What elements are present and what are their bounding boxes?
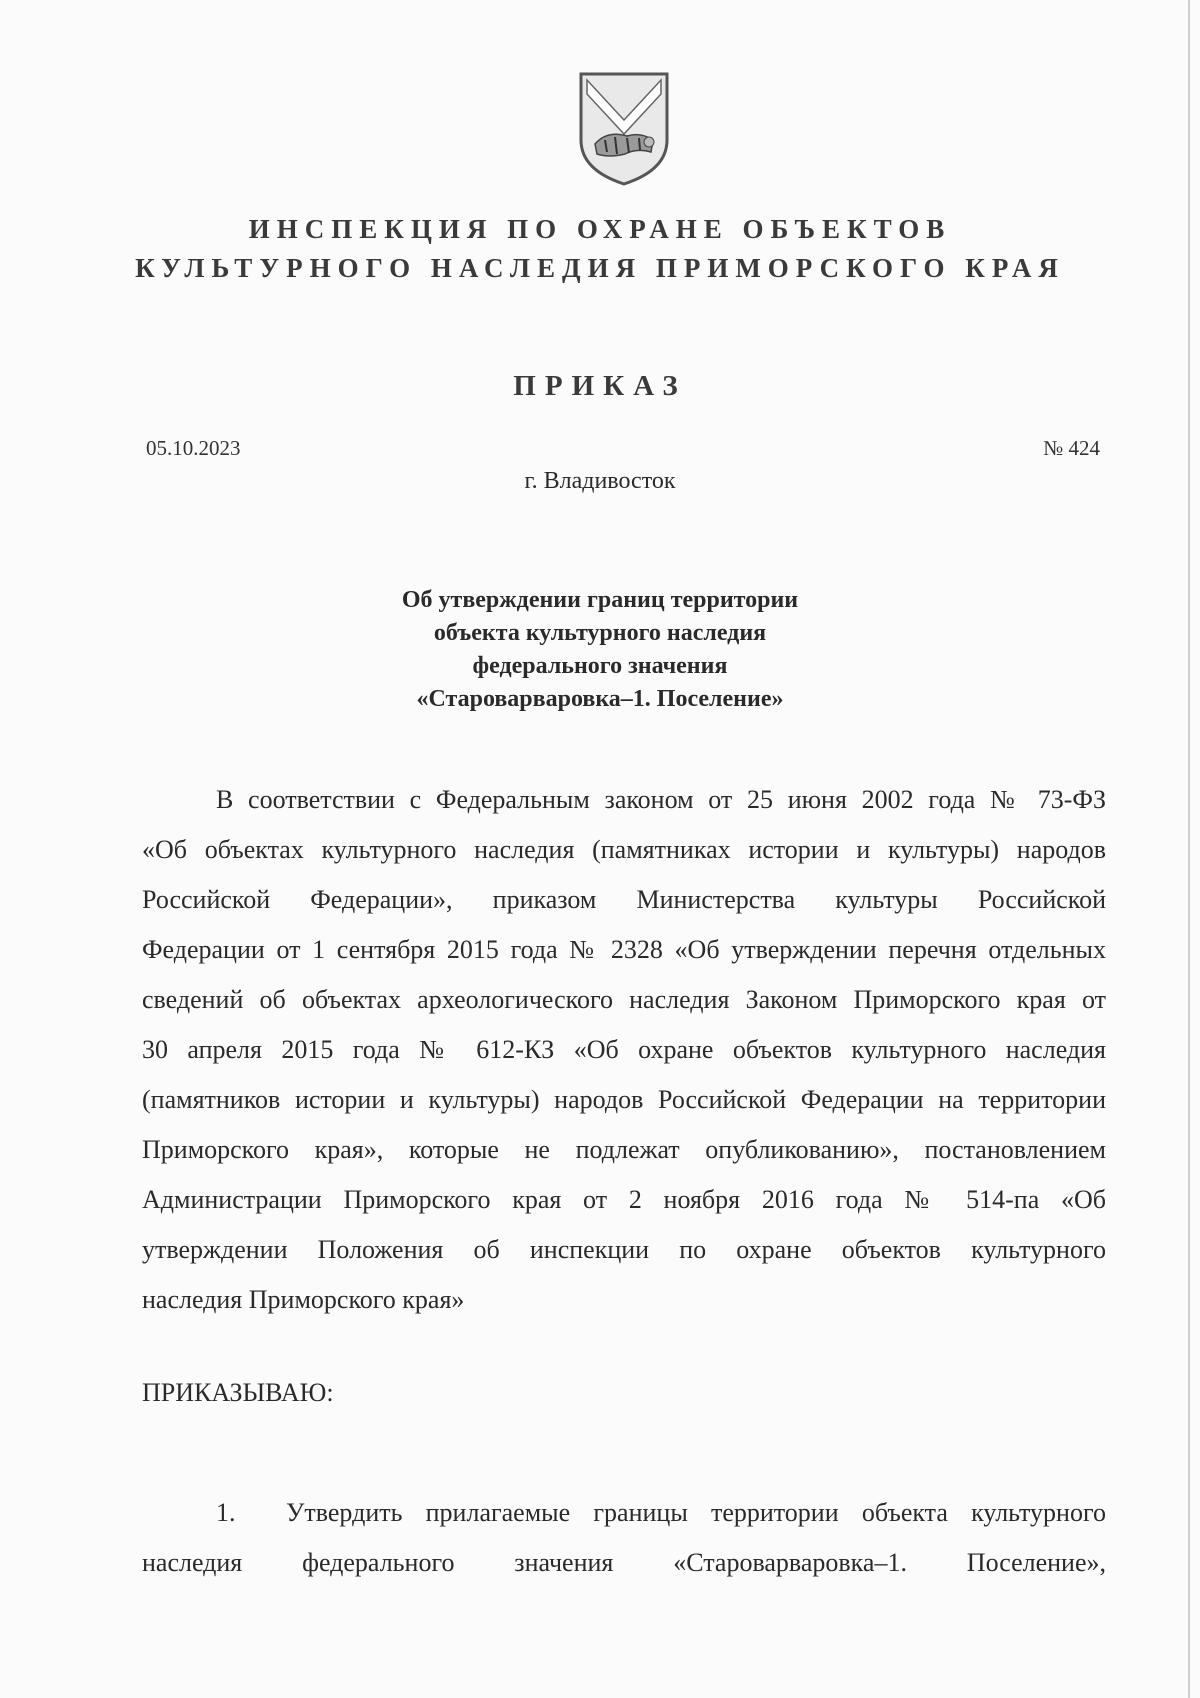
order-number: № 424: [1043, 436, 1100, 460]
subject-line: объекта культурного наследия: [433, 620, 767, 646]
order-item-line-text: Утвердить прилагаемые границы территории объекта культурного: [286, 1498, 1106, 1527]
order-item-line: [142, 1488, 1106, 1538]
organization-name-line-1: ИНСПЕКЦИЯ ПО ОХРАНЕ ОБЪЕКТОВ: [248, 214, 952, 244]
preamble-line: Федерации от 1 сентября 2015 года № 2328 «Об утверждении перечня отдельных: [142, 935, 1106, 964]
coat-of-arms-emblem: [577, 70, 671, 188]
preamble-line: 30 апреля 2015 года № 612-КЗ «Об охране объектов культурного наследия: [142, 1035, 1106, 1064]
organization-name-line-2: КУЛЬТУРНОГО НАСЛЕДИЯ ПРИМОРСКОГО КРАЯ: [135, 253, 1065, 283]
preamble-line: Приморского края», которые не подлежат опубликованию», постановлением: [142, 1135, 1106, 1164]
subject-line: «Староварваровка–1. Поселение»: [416, 686, 784, 712]
order-directive-word: ПРИКАЗЫВАЮ:: [142, 1378, 334, 1407]
issue-city: г. Владивосток: [524, 468, 676, 494]
preamble-line: сведений об объектах археологического наследия Законом Приморского края от: [142, 985, 1106, 1014]
subject-line: федерального значения: [472, 653, 728, 679]
order-date: 05.10.2023: [146, 436, 241, 460]
order-subject: [0, 584, 1200, 716]
order-item-number: 1.: [216, 1498, 236, 1527]
order-item-line: наследия федерального значения «Староварваровка–1. Поселение»,: [142, 1548, 1106, 1577]
order-item-1: [142, 1488, 1106, 1588]
preamble-line: наследия Приморского края»: [142, 1285, 465, 1314]
preamble-line: Российской Федерации», приказом Министерства культуры Российской: [142, 885, 1106, 914]
preamble-line: Администрации Приморского края от 2 ноября 2016 года № 514-па «Об: [142, 1185, 1106, 1214]
preamble-line: (памятников истории и культуры) народов Российской Федерации на территории: [142, 1085, 1106, 1114]
document-type-title: ПРИКАЗ: [513, 370, 687, 402]
subject-line: Об утверждении границ территории: [401, 587, 799, 613]
preamble-line: В соответствии с Федеральным законом от 25 июня 2002 года № 73-ФЗ: [216, 785, 1106, 814]
preamble-line: утверждении Положения об инспекции по охране объектов культурного: [142, 1235, 1106, 1264]
preamble-line: «Об объектах культурного наследия (памятниках истории и культуры) народов: [142, 835, 1106, 864]
preamble-paragraph: [142, 775, 1106, 1325]
